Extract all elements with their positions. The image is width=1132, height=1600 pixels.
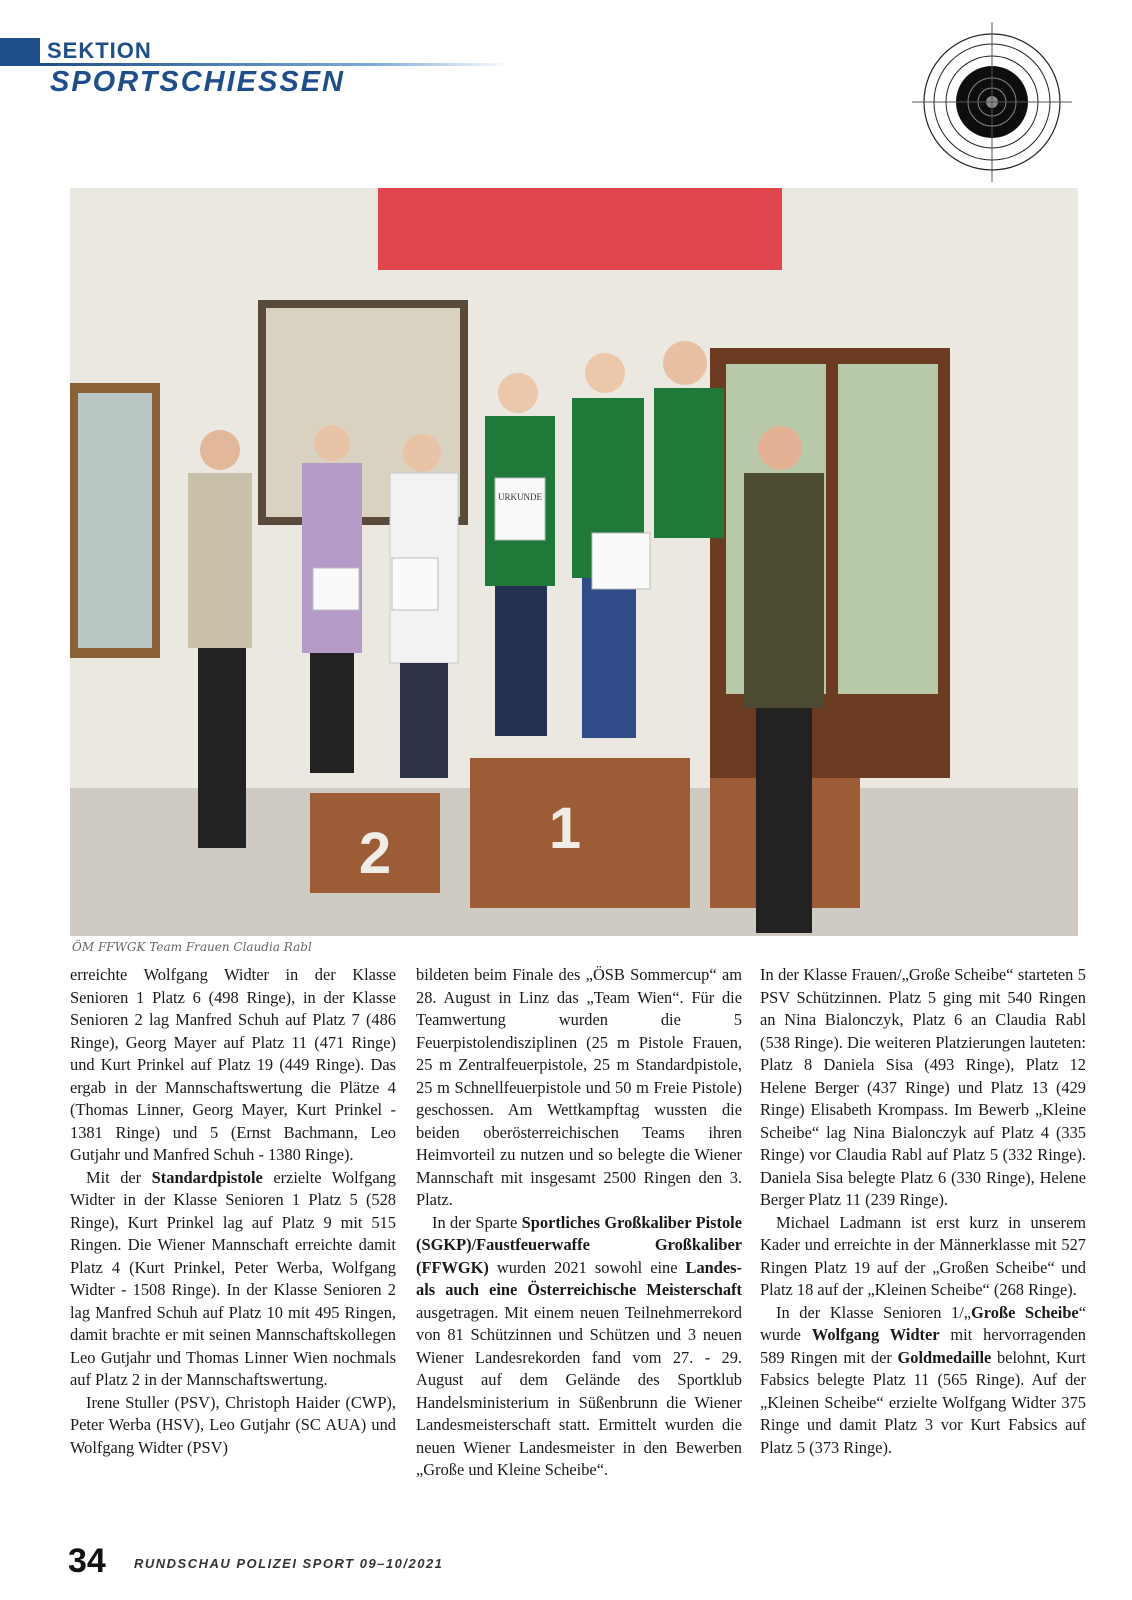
text-column-1 [70,964,396,1459]
publication-footer: RUNDSCHAU POLIZEI SPORT 09–10/2021 [134,1556,444,1571]
person-right-man [744,426,824,933]
text-column-3 [760,964,1086,1459]
text-column-2 [416,964,742,1482]
person-woman-green-1 [485,373,555,736]
paragraph: In der Klasse Senioren 1/„Große Scheibe“ wurde Wolfgang Widter mit hervorragenden 589 Ringen mit der Goldmedaille belohnt, Kurt Fabsics belegte Platz 11 (565 Ringe). Auf der „Kleinen Scheibe“ erzielte Wolfgang Widter 375 Ringe und damit Platz 3 vor Kurt Fabsics auf Platz 5 (373 Ringe). [760,1302,1086,1457]
paragraph: Michael Ladmann ist erst kurz in unserem Kader und erreichte in der Männerklasse mit 527 Ringen Platz 19 auf der „Großen Scheibe“ und Platz 18 auf der „Kleinen Scheibe“ (268 Ringe). [760,1212,1086,1299]
certificate-label: URKUNDE [498,492,542,502]
section-label: SEKTION [47,38,152,63]
person-woman-white [390,434,458,778]
paragraph: In der Sparte Sportliches Großkaliber Pistole (SGKP)/Faustfeuerwaffe Großkaliber (FFWGK) wurden 2021 sowohl eine Landes- als auch eine Österreichische Meisterschaft ausgetragen. Mit einem neuen Teilnehmerrekord von 81 Schützinnen und Schützen und 3 neuen Wiener Landesrekorden fand vom 27. - 29. August auf dem Gelände des Sportklub Handelsministerium in Süßenbrunn die Wiener Landesmeisterschaft statt. Ermittelt wurden die neuen Wiener Landesmeister in den Bewerben „Große und Kleine Scheibe“. [416,1212,742,1479]
paragraph: In der Klasse Frauen/„Große Scheibe“ starteten 5 PSV Schützinnen. Platz 5 ging mit 540 Ringen an Nina Bialonczyk, Platz 6 an Claudia Rabl (538 Ringe). Die weiteren Platzierungen lauteten: Platz 8 Daniela Sisa (493 Ringe), Platz 12 Helene Berger (437 Ringe) und Platz 13 (429 Ringe) Elisabeth Krompass. Im Bewerb „Kleine Scheibe“ lag Nina Bialonczyk auf Platz 4 (335 Ringe) vor Claudia Rabl auf Platz 5 (332 Ringe). Daniela Sisa belegte Platz 6 (330 Ringe), Helene Berger Platz 11 (239 Ringe). [760,965,1086,1209]
person-woman-purple [302,425,362,773]
header-accent-bar [0,38,40,66]
podium-number-1: 1 [548,796,582,861]
paragraph: Irene Stuller (PSV), Christoph Haider (CWP), Peter Werba (HSV), Leo Gutjahr (SC AUA) und Wolfgang Widter (PSV) [70,1392,396,1457]
podium-number-2: 2 [358,821,392,886]
paragraph: bildeten beim Finale des „ÖSB Sommercup“ am 28. August in Linz das „Team Wien“. Für die Teamwertung wurden die 5 Feuerpistolendisziplinen (25 m Pistole Frauen, 25 m Zentralfeuerpistole, 25 m Standardpistole, 25 m Schnellfeuerpistole und 50 m Freie Pistole) geschossen. Am Wettkampftag wussten die beiden oberösterreichischen Teams ihren Heimvorteil zu nutzen und so belegte die Wiener Mannschaft mit insgesamt 2500 Ringen den 3. Platz. [416,965,742,1209]
page-number: 34 [68,1542,106,1580]
paragraph: Mit der Standardpistole erzielte Wolfgang Widter in der Klasse Senioren 1 Platz 5 (528 Ringe), Kurt Prinkel lag auf Platz 9 mit 515 Ringen. Die Wiener Mannschaft erreichte damit Platz 4 (Kurt Prinkel, Peter Werba, Wolfgang Widter - 1508 Ringe). In der Klasse Senioren 2 lag Manfred Schuh auf Platz 10 mit 495 Ringen, damit brachte er mit seinen Mannschaftskollegen Leo Gutjahr und Thomas Linner Wien nochmals auf Platz 2 in der Mannschaftswertung. [70,1167,396,1389]
section-title: SPORTSCHIESSEN [50,66,345,98]
team-photo [70,188,1078,936]
shooting-target-icon [912,22,1072,182]
photo-caption: ÖM FFWGK Team Frauen Claudia Rabl [72,940,312,954]
paragraph: erreichte Wolfgang Widter in der Klasse Senioren 1 Platz 6 (498 Ringe), in der Klasse Senioren 2 lag Manfred Schuh auf Platz 7 (486 Ringe), Georg Mayer auf Platz 11 (471 Ringe) und Kurt Prinkel auf Platz 19 (449 Ringe). Das ergab in der Mannschaftswertung die Plätze 4 (Thomas Linner, Georg Mayer, Kurt Prinkel - 1381 Ringe) und 5 (Ernst Bachmann, Leo Gutjahr und Manfred Schuh - 1380 Ringe). [70,965,396,1164]
team-photo-illustration [70,188,1078,936]
